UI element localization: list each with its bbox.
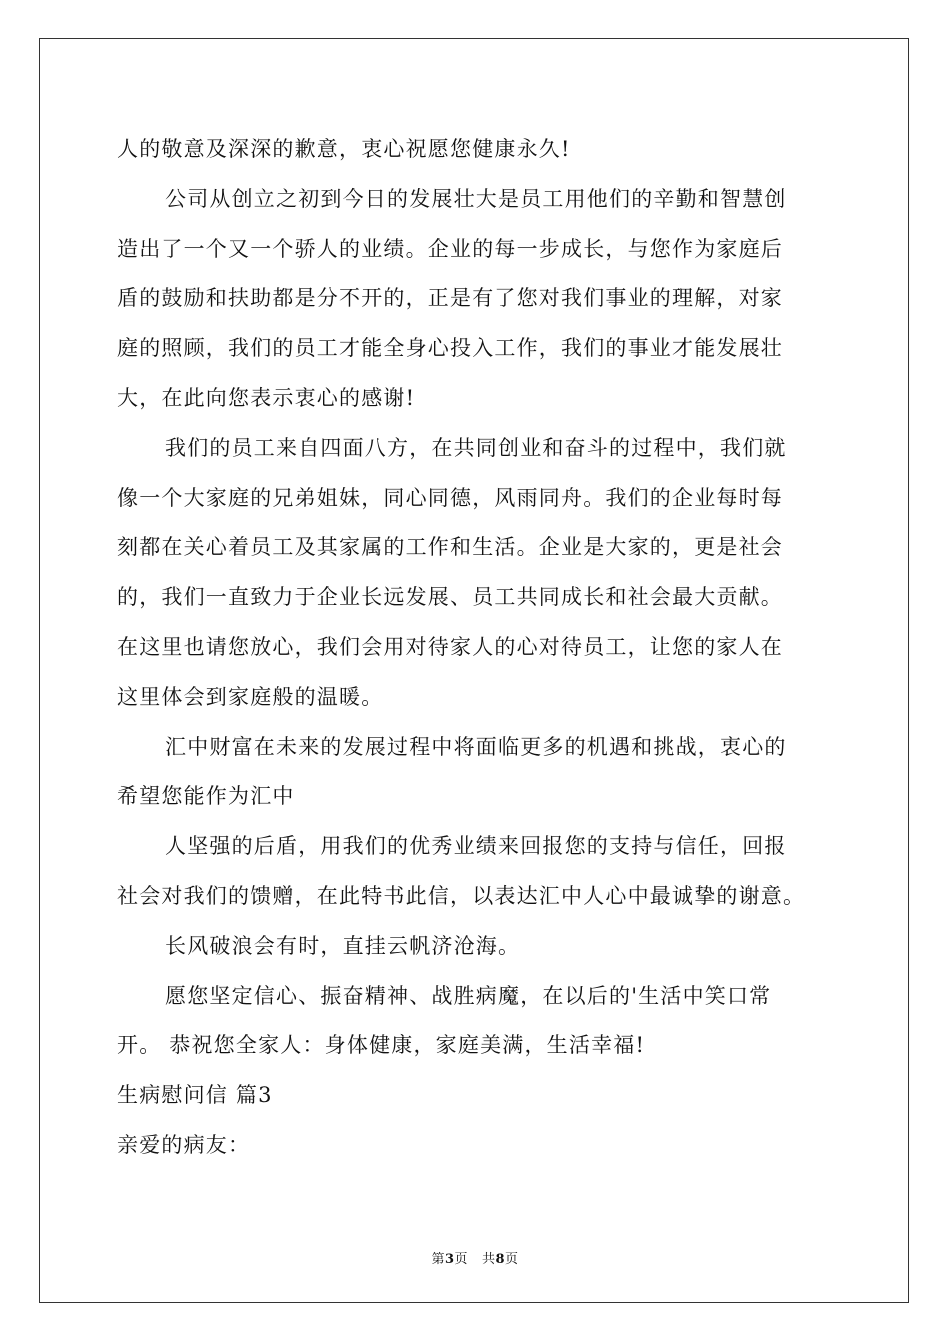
text-line: 开。 恭祝您全家人：身体健康，家庭美满，生活幸福! [117, 1033, 646, 1058]
text-line: 的，我们一直致力于企业长远发展、员工共同成长和社会最大贡献。 [117, 585, 783, 610]
text-line: 庭的照顾，我们的员工才能全身心投入工作，我们的事业才能发展壮 [117, 336, 783, 361]
salutation: 亲爱的病友： [117, 1132, 251, 1157]
total-suffix: 页 [505, 1252, 519, 1267]
text-line: 像一个大家庭的兄弟姐妹，同心同德，风雨同舟。我们的企业每时每 [117, 485, 783, 510]
text-line: 汇中财富在未来的发展过程中将面临更多的机遇和挑战，衷心的 [165, 734, 787, 759]
text-line: 我们的员工来自四面八方，在共同创业和奋斗的过程中，我们就 [165, 435, 787, 460]
page-number: 3 [444, 1252, 455, 1267]
text-line: 大，在此向您表示衷心的感谢! [117, 385, 416, 410]
text-line: 社会对我们的馈赠，在此特书此信，以表达汇中人心中最诚挚的谢意。 [117, 883, 806, 908]
text-line: 盾的鼓励和扶助都是分不开的，正是有了您对我们事业的理解，对家 [117, 286, 783, 311]
total-prefix: 共 [481, 1252, 496, 1267]
page-prefix: 第 [431, 1252, 445, 1267]
text-line: 长风破浪会有时，直挂云帆济沧海。 [165, 933, 521, 958]
text-line: 希望您能作为汇中 [117, 784, 295, 809]
total-pages: 8 [495, 1252, 506, 1267]
text-line: 公司从创立之初到今日的发展壮大是员工用他们的辛勤和智慧创 [165, 186, 787, 211]
text-line: 刻都在关心着员工及其家属的工作和生活。企业是大家的，更是社会 [117, 535, 783, 560]
page-suffix: 页 [454, 1252, 469, 1267]
text-line: 造出了一个又一个骄人的业绩。企业的每一步成长，与您作为家庭后 [117, 236, 783, 261]
text-line: 这里体会到家庭般的温暖。 [117, 684, 384, 709]
text-line: 在这里也请您放心，我们会用对待家人的心对待员工，让您的家人在 [117, 634, 783, 659]
text-line: 人坚强的后盾，用我们的优秀业绩来回报您的支持与信任，回报 [165, 834, 787, 859]
document-body [117, 125, 837, 1171]
section-heading: 生病慰问信 篇3 [117, 1083, 273, 1108]
text-line: 人的敬意及深深的歉意，衷心祝愿您健康永久! [117, 137, 571, 161]
text-line: 愿您坚定信心、振奋精神、战胜病魔，在以后的'生活中笑口常 [165, 983, 772, 1008]
page-footer [0, 1248, 950, 1267]
